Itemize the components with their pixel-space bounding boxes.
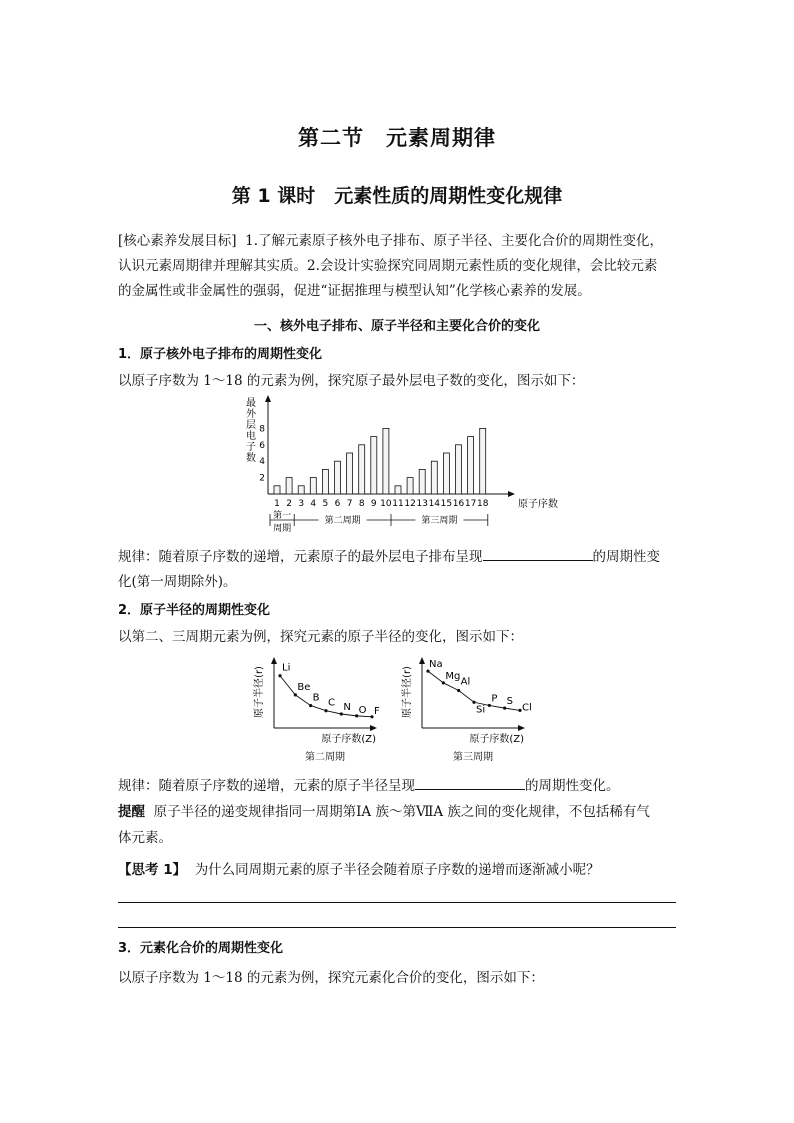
period-3-radius-chart	[400, 652, 540, 764]
bar	[359, 445, 365, 494]
bar	[395, 486, 401, 494]
bar	[383, 428, 389, 494]
goal-line-2: 认识元素周期律并理解其实质。2.会设计实验探究同周期元素性质的变化规律，会比较元素	[118, 258, 658, 274]
chart-title: 第二周期	[305, 752, 345, 763]
y-axis-label-char: 电	[246, 431, 256, 442]
point-label: N	[343, 702, 351, 713]
bar	[456, 445, 462, 494]
tip-text: 原子半径的递变规律指同一周期第ⅠA 族～第ⅦA 族之间的变化规律，不包括稀有气	[153, 804, 650, 820]
point-label: Li	[282, 662, 291, 674]
think-text: 为什么同周期元素的原子半径会随着原子序数的递增而逐渐减小呢？	[194, 862, 600, 878]
point-label: B	[312, 692, 320, 704]
bar	[419, 469, 425, 494]
x-tick-label: 1	[274, 499, 280, 509]
y-axis-arrow	[265, 395, 271, 402]
point-label: F	[374, 705, 380, 717]
x-tick-label: 2	[286, 499, 292, 509]
y-axis-label-char: 子	[246, 442, 256, 453]
x-tick-label: 13	[416, 499, 428, 509]
y-axis-label: 原子半径(r)	[402, 666, 413, 718]
intro-2: 以第二、三周期元素为例，探究元素的原子半径的变化，图示如下：	[118, 629, 523, 645]
x-axis-arrow	[508, 491, 515, 497]
x-tick-label: 14	[428, 499, 441, 509]
x-axis-arrow	[370, 725, 377, 731]
page-title: 第二节 元素周期律	[298, 126, 496, 150]
x-tick-label: 4	[310, 499, 317, 509]
subheading-2: 2．原子半径的周期性变化	[118, 603, 271, 618]
goal-line-1: 1.了解元素原子核外电子排布、原子半径、主要化合价的周期性变化，	[245, 233, 664, 249]
tip-label: 提醒	[118, 804, 145, 820]
answer-line-1[interactable]	[118, 902, 676, 903]
x-tick-label: 5	[322, 499, 329, 509]
subheading-1: 1．原子核外电子排布的周期性变化	[118, 347, 323, 362]
point-label: O	[358, 704, 367, 716]
x-tick-label: 17	[464, 499, 477, 509]
period-label-2: 第二周期	[324, 516, 361, 526]
point-label: Al	[460, 676, 471, 688]
tip	[118, 800, 678, 820]
x-tick-label: 3	[298, 499, 305, 509]
answer-line-2[interactable]	[118, 927, 676, 928]
rule-2-blank[interactable]	[415, 775, 525, 790]
rule-1	[118, 545, 660, 565]
bar	[310, 478, 316, 494]
intro-3: 以原子序数为 1～18 的元素为例，探究元素化合价的变化，图示如下：	[118, 970, 544, 986]
y-axis-arrow	[271, 657, 277, 664]
point-label: C	[328, 697, 335, 709]
x-tick-label: 10	[380, 499, 392, 509]
x-tick-label: 15	[440, 499, 453, 509]
x-axis-label: 原子序数(Z)	[469, 734, 524, 745]
rule-1-line-2: 化(第一周期除外)。	[118, 574, 237, 590]
lesson-title: 第 1 课时 元素性质的周期性变化规律	[231, 185, 563, 207]
think-label: 【思考 1】	[118, 862, 187, 878]
x-tick-label: 8	[358, 499, 365, 509]
point-label: Si	[476, 704, 486, 716]
data-point	[324, 709, 327, 712]
data-point	[457, 689, 460, 692]
goals-paragraph	[118, 229, 678, 304]
x-tick-label: 18	[476, 499, 489, 509]
x-axis-label: 原子序数(Z)	[321, 734, 376, 745]
bar	[274, 486, 280, 494]
section-heading-1: 一、核外电子排布、原子半径和主要化合价的变化	[253, 319, 540, 334]
rule-1-post: 的周期性变	[592, 549, 660, 565]
bar	[480, 428, 486, 494]
bar	[298, 486, 304, 494]
bar	[286, 478, 292, 494]
x-tick-label: 9	[370, 499, 377, 509]
bar	[468, 437, 474, 494]
rule-1-pre: 规律：随着原子序数的递增，元素原子的最外层电子排布呈现	[118, 549, 483, 565]
period-2-radius-chart	[252, 652, 392, 764]
x-axis-label: 原子序数	[518, 499, 558, 510]
rule-2-pre: 规律：随着原子序数的递增，元素的原子半径呈现	[118, 778, 415, 794]
rule-2	[118, 774, 620, 794]
y-axis-label: 原子半径(r)	[254, 666, 265, 718]
period-label-1a: 第一	[273, 511, 292, 521]
chart-title: 第三周期	[453, 752, 493, 763]
bar	[335, 461, 341, 494]
tip-line-2: 体元素。	[118, 830, 172, 846]
y-tick-label: 4	[259, 457, 265, 468]
x-tick-label: 16	[452, 499, 465, 509]
data-point	[309, 704, 312, 707]
bar	[443, 453, 449, 494]
bar	[371, 437, 377, 494]
period-label-1b: 周期	[273, 524, 292, 534]
bar	[322, 469, 328, 494]
point-label: Be	[297, 681, 311, 693]
think-1	[118, 858, 600, 878]
y-tick-label: 6	[259, 440, 265, 451]
y-axis-label-char: 层	[246, 420, 256, 431]
x-tick-label: 7	[346, 499, 353, 509]
y-axis-label-char: 最	[246, 398, 256, 409]
y-axis-label-char: 外	[246, 409, 256, 420]
intro-1: 以原子序数为 1～18 的元素为例，探究原子最外层电子数的变化，图示如下：	[118, 373, 585, 389]
point-label: Na	[429, 659, 443, 671]
bar	[431, 461, 437, 494]
period-label-3: 第三周期	[421, 516, 458, 526]
y-axis-label-char: 数	[246, 453, 256, 464]
point-label: Mg	[445, 670, 461, 682]
data-point	[278, 674, 281, 677]
y-axis-arrow	[419, 657, 425, 664]
y-tick-label: 8	[259, 424, 265, 435]
point-label: Cl	[522, 702, 532, 714]
subheading-3: 3．元素化合价的周期性变化	[118, 941, 284, 956]
point-label: S	[506, 696, 514, 708]
goal-tag: [核心素养发展目标]	[118, 233, 237, 249]
bar	[347, 453, 353, 494]
outer-electron-bar-chart	[240, 394, 560, 539]
data-point	[294, 693, 297, 696]
x-tick-label: 6	[334, 499, 341, 509]
x-axis-arrow	[518, 725, 525, 731]
point-label: P	[491, 693, 498, 705]
y-tick-label: 2	[259, 473, 265, 484]
goal-line-3: 的金属性或非金属性的强弱，促进“证据推理与模型认知”化学核心素养的发展。	[118, 283, 591, 299]
x-tick-label: 12	[404, 499, 416, 509]
rule-1-blank[interactable]	[483, 546, 593, 561]
rule-2-post: 的周期性变化。	[525, 778, 620, 794]
bar	[407, 478, 413, 494]
x-tick-label: 11	[392, 499, 404, 509]
